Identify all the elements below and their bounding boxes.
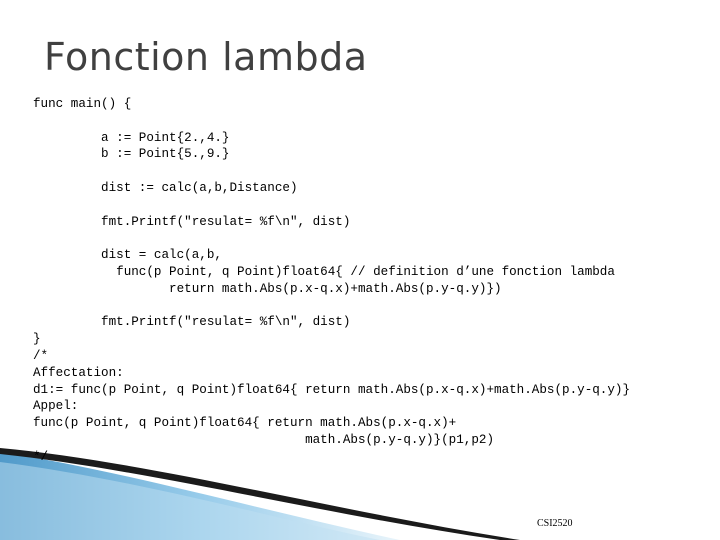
code-line: b := Point{5.,9.} [33, 147, 230, 162]
code-line: } [33, 332, 41, 347]
code-line: Affectation: [33, 365, 124, 380]
code-line: d1:= func(p Point, q Point)float64{ return math.Abs(p.x-q.x)+math.Abs(p.y-q.y)} [33, 382, 631, 397]
code-line: func(p Point, q Point)float64{ // definition d’une fonction lambda [33, 264, 615, 279]
code-line: */ [33, 449, 49, 464]
code-line: fmt.Printf("resulat= %f\n", dist) [33, 315, 351, 330]
code-block [33, 96, 630, 466]
code-line: Appel: [33, 399, 79, 414]
code-line: dist := calc(a,b,Distance) [33, 180, 298, 195]
slide-footer: CSI2520 [537, 518, 573, 529]
code-line: math.Abs(p.y-q.y)}(p1,p2) [33, 432, 495, 447]
code-line: fmt.Printf("resulat= %f\n", dist) [33, 214, 351, 229]
slide-title: Fonction lambda [44, 35, 368, 79]
code-line [33, 163, 630, 180]
code-line: func(p Point, q Point)float64{ return math.Abs(p.x-q.x)+ [33, 416, 457, 431]
code-line: dist = calc(a,b, [33, 248, 222, 263]
code-line: a := Point{2.,4.} [33, 130, 230, 145]
code-line [33, 230, 630, 247]
code-line: func main() { [33, 97, 132, 111]
code-line [33, 113, 630, 130]
code-line: /* [33, 348, 49, 363]
code-line: return math.Abs(p.x-q.x)+math.Abs(p.y-q.y)}) [33, 281, 502, 296]
code-line [33, 298, 630, 315]
code-line [33, 197, 630, 214]
